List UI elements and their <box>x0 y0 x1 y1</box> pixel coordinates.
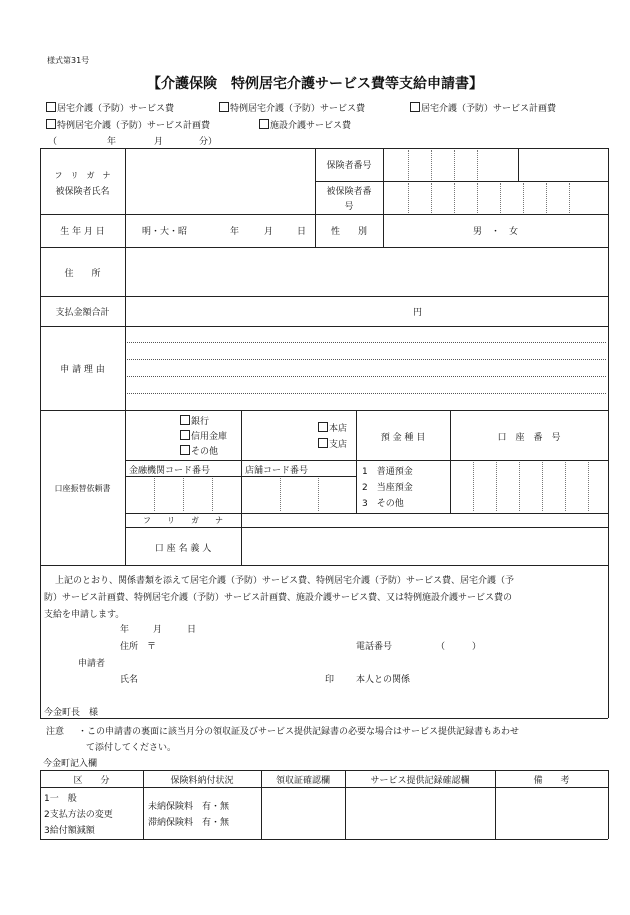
applicant-name-label: 氏名 <box>120 675 139 685</box>
page-title: 【介護保険 特例居宅介護サービス費等支給申請書】 <box>147 76 483 92</box>
deposit-type-2[interactable]: 2 当座預金 <box>362 483 413 493</box>
branch-label: 本店 <box>329 424 348 434</box>
checkbox-kyotaku[interactable] <box>46 101 174 114</box>
birth-month: 月 <box>264 227 274 237</box>
checkbox-box[interactable] <box>259 119 269 129</box>
note-line-1: ・この申請書の裏面に該当月分の領収証及びサービス提供記録書の必要な場合はサービス提供記録書もあわせ <box>78 727 520 737</box>
applicant-address-label: 住所 〒 <box>120 642 157 652</box>
town-header-category: 区 分 <box>73 776 110 786</box>
checkbox-box[interactable] <box>46 102 56 112</box>
checkbox-box[interactable] <box>318 422 328 432</box>
bank-type-label: 銀行 <box>191 417 210 427</box>
checkbox-label: 居宅介護（予防）サービス費 <box>57 104 175 114</box>
checkbox-box[interactable] <box>180 415 190 425</box>
checkbox-label: 特例居宅介護（予防）サービス計画費 <box>57 121 211 131</box>
seal-label: 印 <box>325 675 335 685</box>
deposit-type-1[interactable]: 1 普通預金 <box>362 467 413 477</box>
holder-furigana-label: フ リ ガ ナ <box>143 516 223 525</box>
checkbox-tokurei-keikaku[interactable] <box>46 118 210 131</box>
birth-year: 年 <box>230 227 240 237</box>
phone-parens[interactable]: （ ） <box>436 642 482 652</box>
holder-field[interactable] <box>242 528 607 564</box>
branch-main[interactable] <box>318 421 347 434</box>
address-field[interactable] <box>126 248 607 295</box>
bank-type-bank[interactable] <box>180 414 209 427</box>
checkbox-box[interactable] <box>180 430 190 440</box>
total-label: 支払金額合計 <box>55 308 110 318</box>
yen-label: 円 <box>413 308 423 318</box>
insured-number-label-2: 号 <box>344 202 354 212</box>
town-section-title: 今金町記入欄 <box>43 759 98 769</box>
deposit-type-3[interactable]: 3 その他 <box>362 499 404 509</box>
phone-label: 電話番号 <box>356 642 393 652</box>
town-payment-delinquent: 滞納保険料 有・無 <box>148 818 230 828</box>
insured-number-label: 被保険者番 <box>326 187 372 197</box>
town-header-receipt: 領収証確認欄 <box>275 776 330 786</box>
mayor-addressee: 今金町長 様 <box>44 708 99 718</box>
town-header-remarks: 備 考 <box>533 776 570 786</box>
period-year: 年 <box>107 137 117 147</box>
birth-era: 明・大・昭 <box>142 227 188 237</box>
town-header-service-record: サービス提供記録確認欄 <box>370 776 470 786</box>
bank-code-label: 金融機関コード番号 <box>129 466 211 476</box>
deposit-type-label: 預 金 種 目 <box>380 433 426 443</box>
declaration-line-3: 支給を申請します。 <box>44 610 125 620</box>
town-header-payment: 保険料納付状況 <box>170 776 234 786</box>
period-close: 分） <box>199 137 218 147</box>
note-label: 注意 <box>46 727 65 737</box>
insurer-number-label: 保険者番号 <box>326 161 372 171</box>
insured-name-label: 被保険者氏名 <box>55 187 110 197</box>
note-line-2: て添付してください。 <box>86 743 177 753</box>
checkbox-label: 居宅介護（予防）サービス計画費 <box>421 104 557 114</box>
birth-day: 日 <box>297 227 307 237</box>
checkbox-tokurei-kyotaku[interactable] <box>219 101 365 114</box>
sex-label: 性 別 <box>330 227 367 237</box>
checkbox-box[interactable] <box>180 445 190 455</box>
checkbox-kyotaku-keikaku[interactable] <box>410 101 556 114</box>
declaration-day: 日 <box>187 625 197 635</box>
furigana-label: フ リ ガ ナ <box>54 171 111 180</box>
period-month: 月 <box>154 137 164 147</box>
period-open: （ <box>48 137 58 147</box>
reason-label: 申 請 理 由 <box>60 365 105 375</box>
form-number: 様式第31号 <box>47 56 90 65</box>
checkbox-box[interactable] <box>410 102 420 112</box>
declaration-year: 年 <box>120 625 130 635</box>
bank-type-label: その他 <box>191 447 219 457</box>
sex-value[interactable]: 男 ・ 女 <box>472 227 518 237</box>
holder-label: 口 座 名 義 人 <box>154 544 212 554</box>
declaration-line-2: 防）サービス計画費、特例居宅介護（予防）サービス計画費、施設介護サービス費、又は特例施設介護サービス費の <box>44 593 513 603</box>
applicant-label: 申請者 <box>78 659 106 669</box>
town-category-1: 1一 般 <box>44 794 77 804</box>
branch-label: 支店 <box>329 440 348 450</box>
bank-type-other[interactable] <box>180 444 218 457</box>
checkbox-box[interactable] <box>318 438 328 448</box>
bank-type-label: 信用金庫 <box>191 432 228 442</box>
declaration-month: 月 <box>153 625 163 635</box>
reason-field[interactable] <box>126 327 607 409</box>
branch-sub[interactable] <box>318 437 347 450</box>
town-payment-unpaid: 未納保険料 有・無 <box>148 802 230 812</box>
checkbox-label: 特例居宅介護（予防）サービス費 <box>230 104 366 114</box>
birth-label: 生 年 月 日 <box>60 227 105 237</box>
insured-name-field[interactable] <box>126 149 314 214</box>
relation-label: 本人との関係 <box>356 675 411 685</box>
town-category-2: 2支払方法の変更 <box>44 810 113 820</box>
account-number-label: 口 座 番 号 <box>497 433 561 443</box>
bank-type-shinkin[interactable] <box>180 429 227 442</box>
checkbox-label: 施設介護サービス費 <box>270 121 352 131</box>
declaration-line-1: 上記のとおり、関係書類を添えて居宅介護（予防）サービス費、特例居宅介護（予防）サービス費、居宅介護（予 <box>55 576 515 586</box>
checkbox-box[interactable] <box>46 119 56 129</box>
bank-section-label: 口座振替依頼書 <box>54 484 111 493</box>
checkbox-box[interactable] <box>219 102 229 112</box>
checkbox-shisetsu[interactable] <box>259 118 351 131</box>
address-label: 住 所 <box>64 269 101 279</box>
town-category-3: 3給付額減額 <box>44 826 95 836</box>
branch-code-label: 店舗コード番号 <box>245 466 309 476</box>
